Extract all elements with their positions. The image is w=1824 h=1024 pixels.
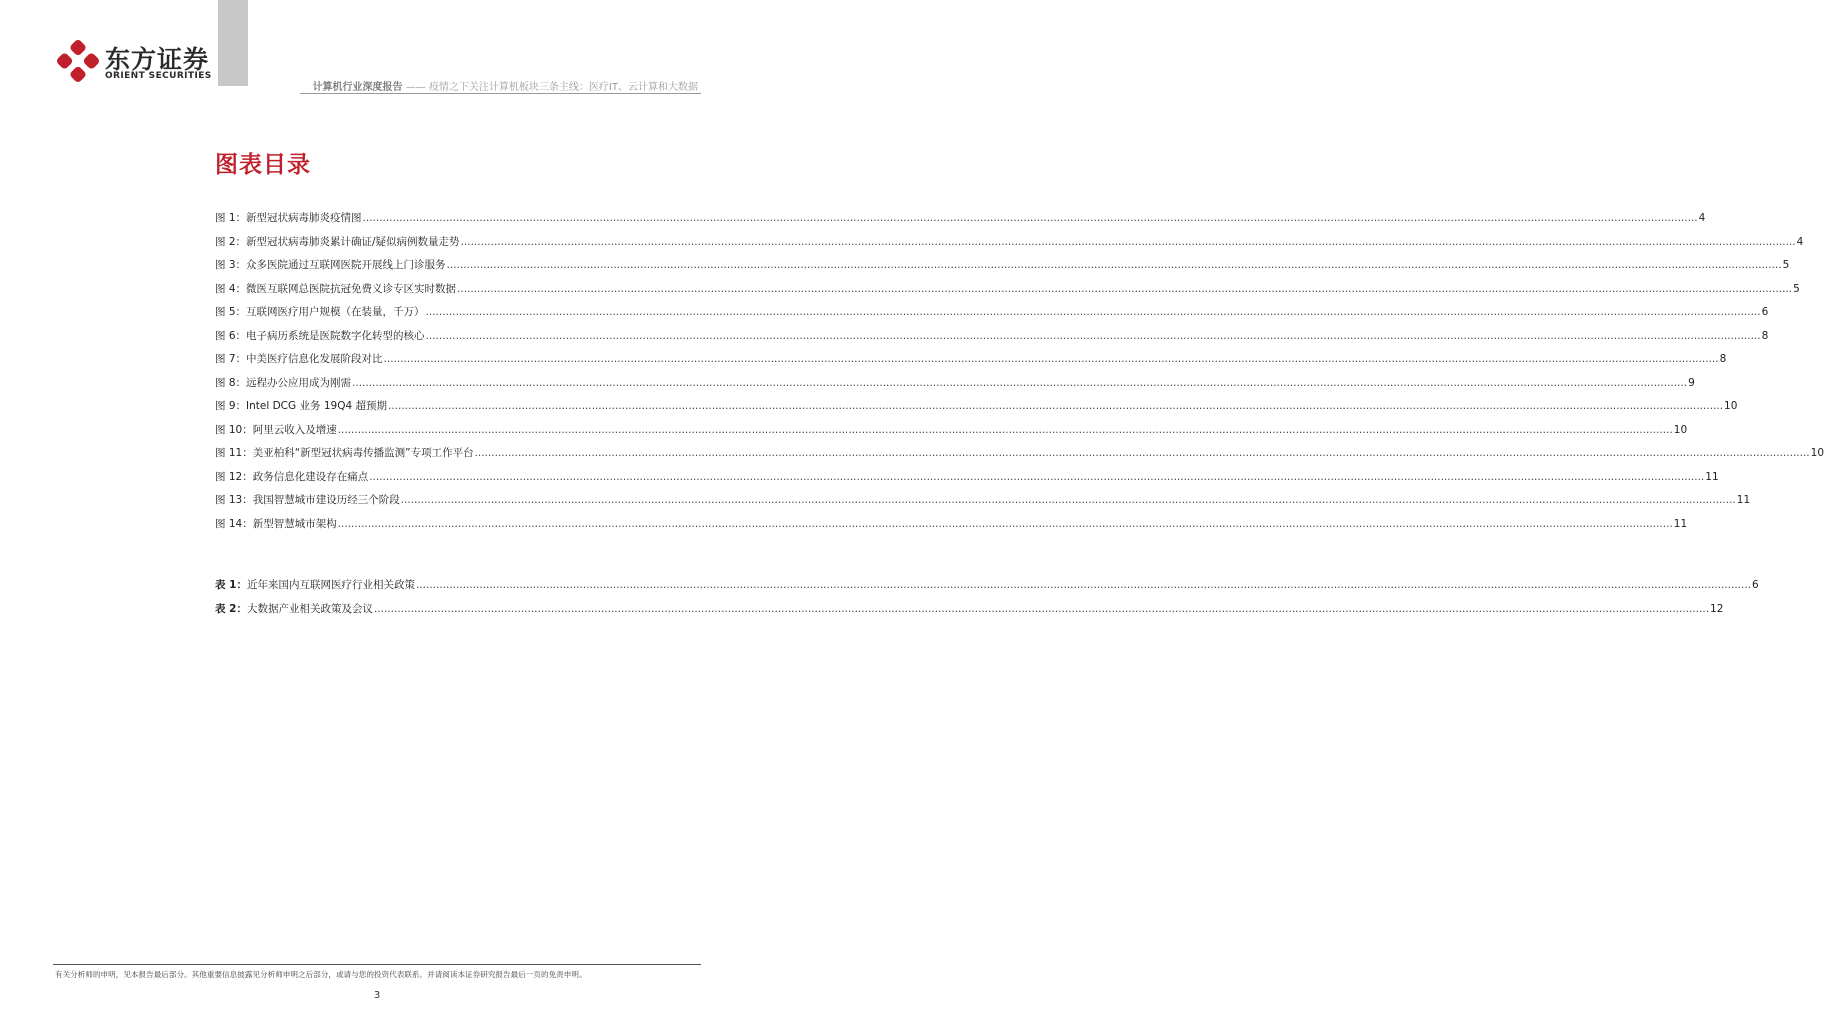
figure-toc-entry[interactable]	[215, 304, 1769, 328]
toc-entry-label: 图 4：微医互联网总医院抗冠免费义诊专区实时数据	[215, 282, 457, 295]
figure-toc-entry[interactable]	[215, 328, 1769, 352]
toc-entry-label	[215, 601, 373, 616]
figure-toc-entry[interactable]	[215, 257, 1790, 281]
figure-list	[215, 210, 1824, 539]
toc-entry-prefix: 表 1：	[215, 579, 247, 591]
toc-leader-dots: ................................................................................................................................................................................................................................................................................................................................................................................................................	[446, 259, 1782, 271]
toc-page-number: 10	[1673, 423, 1688, 436]
toc-page-number: 11	[1705, 470, 1719, 483]
toc-page-number: 8	[1719, 353, 1727, 365]
footer-disclaimer: 有关分析师的申明，见本报告最后部分。其他重要信息披露见分析师申明之后部分，或请与您的投资代表联系。并请阅读本证券研究报告最后一页的免责申明。	[55, 970, 587, 979]
figure-toc-entry[interactable]	[215, 422, 1688, 446]
toc-entry-text: 大数据产业相关政策及会议	[246, 602, 373, 615]
toc-page-number: 10	[1810, 447, 1824, 459]
toc-leader-dots: ................................................................................................................................................................................................................................................................................................................................................................................................................	[337, 517, 1673, 530]
toc-page-number: 6	[1761, 306, 1769, 318]
logo-english-name: ORIENT SECURITIES	[105, 71, 212, 81]
figure-toc-entry[interactable]	[215, 398, 1738, 422]
toc-leader-dots: ................................................................................................................................................................................................................................................................................................................................................................................................................	[457, 282, 1793, 295]
toc-entry-label: 图 12：政务信息化建设存在痛点	[215, 470, 369, 483]
toc-page-number: 4	[1796, 235, 1804, 248]
company-logo	[55, 38, 215, 84]
header-dash: ——	[405, 82, 426, 93]
toc-leader-dots: ................................................................................................................................................................................................................................................................................................................................................................................................................	[425, 306, 1761, 318]
toc-leader-dots: ................................................................................................................................................................................................................................................................................................................................................................................................................	[352, 376, 1688, 389]
figure-toc-entry[interactable]	[215, 210, 1706, 234]
toc-entry-label: 图 2：新型冠状病毒肺炎累计确证/疑似病例数量走势	[215, 235, 460, 248]
toc-leader-dots: ................................................................................................................................................................................................................................................................................................................................................................................................................	[425, 329, 1761, 342]
report-category: 计算机行业深度报告	[312, 82, 403, 93]
toc-entry-label: 图 8：远程办公应用成为刚需	[215, 376, 352, 389]
toc-page-number: 9	[1688, 376, 1695, 389]
toc-page-number: 12	[1710, 602, 1724, 615]
table-toc-entry[interactable]	[215, 577, 1759, 601]
toc-page-number: 10	[1724, 400, 1738, 412]
toc-entry-label: 图 14：新型智慧城市架构	[215, 517, 337, 530]
figure-toc-entry[interactable]	[215, 469, 1719, 493]
toc-entry-label: 图 5：互联网医疗用户规模（在装量，千万）	[215, 306, 425, 318]
toc-page-number: 8	[1761, 329, 1769, 342]
toc-entry-text: 近年来国内互联网医疗行业相关政策	[246, 579, 415, 591]
figure-toc-entry[interactable]	[215, 492, 1751, 516]
toc-entry-label: 图 11：美亚柏科“新型冠状病毒传播监测”专项工作平台	[215, 447, 474, 459]
toc-entry-prefix: 表 2：	[215, 602, 247, 615]
toc-leader-dots: ................................................................................................................................................................................................................................................................................................................................................................................................................	[400, 494, 1736, 506]
figure-toc-entry[interactable]	[215, 445, 1824, 469]
footer-divider	[53, 964, 701, 965]
toc-leader-dots: ................................................................................................................................................................................................................................................................................................................................................................................................................	[362, 212, 1698, 224]
toc-leader-dots: ................................................................................................................................................................................................................................................................................................................................................................................................................	[337, 423, 1673, 436]
header-divider	[300, 93, 701, 94]
figure-toc-entry[interactable]	[215, 375, 1695, 399]
toc-entry-label: 图 3：众多医院通过互联网医院开展线上门诊服务	[215, 259, 446, 271]
figure-toc-entry[interactable]	[215, 351, 1727, 375]
toc-entry-label: 图 7：中美医疗信息化发展阶段对比	[215, 353, 383, 365]
report-subtitle: 疫情之下关注计算机板块三条主线：医疗IT、云计算和大数据	[428, 82, 698, 93]
toc-entry-label: 图 10：阿里云收入及增速	[215, 423, 337, 436]
toc-leader-dots: ................................................................................................................................................................................................................................................................................................................................................................................................................	[474, 447, 1810, 459]
toc-entry-label: 图 1：新型冠状病毒肺炎疫情图	[215, 212, 362, 224]
toc-page-number: 6	[1752, 579, 1759, 591]
toc-page-number: 4	[1698, 212, 1706, 224]
report-header	[313, 78, 698, 93]
toc-page-number: 5	[1793, 282, 1800, 295]
toc-leader-dots: ................................................................................................................................................................................................................................................................................................................................................................................................................	[460, 235, 1796, 248]
toc-entry-label	[215, 577, 415, 592]
logo-mark-icon	[55, 38, 101, 84]
header-gray-bar	[218, 0, 248, 86]
toc-leader-dots: ................................................................................................................................................................................................................................................................................................................................................................................................................	[373, 602, 1710, 615]
figure-toc-entry[interactable]	[215, 281, 1800, 305]
page-number: 3	[373, 990, 381, 1001]
toc-leader-dots: ................................................................................................................................................................................................................................................................................................................................................................................................................	[415, 579, 1752, 591]
toc-page-number: 5	[1782, 259, 1790, 271]
figure-toc-entry[interactable]	[215, 516, 1688, 540]
table-toc-entry[interactable]	[215, 601, 1724, 625]
toc-entry-label: 图 13：我国智慧城市建设历经三个阶段	[215, 494, 400, 506]
toc-leader-dots: ................................................................................................................................................................................................................................................................................................................................................................................................................	[387, 400, 1724, 412]
toc-title: 图表目录	[215, 152, 311, 178]
toc-leader-dots: ................................................................................................................................................................................................................................................................................................................................................................................................................	[369, 470, 1705, 483]
toc-page-number: 11	[1673, 517, 1688, 530]
logo-chinese-name: 东方证券	[105, 45, 210, 74]
table-list	[215, 577, 1759, 624]
toc-entry-label: 图 6：电子病历系统是医院数字化转型的核心	[215, 329, 425, 342]
toc-entry-label: 图 9：Intel DCG 业务 19Q4 超预期	[215, 400, 387, 412]
toc-leader-dots: ................................................................................................................................................................................................................................................................................................................................................................................................................	[383, 353, 1719, 365]
toc-page-number: 11	[1736, 494, 1751, 506]
figure-toc-entry[interactable]	[215, 234, 1804, 258]
